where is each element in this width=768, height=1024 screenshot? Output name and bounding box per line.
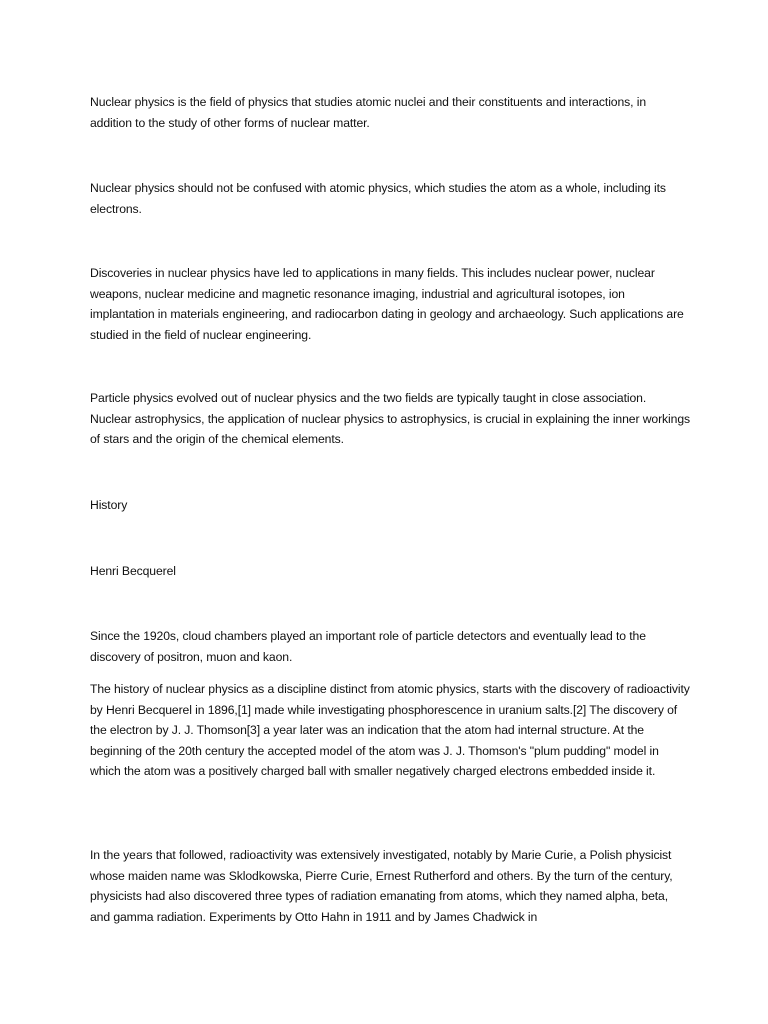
paragraph-radioactivity: In the years that followed, radioactivity was extensively investigated, notably by Marie Curie, a Polish physicist whose maiden name was Sklodkowska, Pierre Curie, Ernest Rutherford and others. By the turn of the century, physicists had also discovered three types of radiation emanating from atoms, which they named alpha, beta, and gamma radiation. Experiments by Otto Hahn in 1911 and by James Chadwick in [90, 848, 673, 924]
paragraph-history: The history of nuclear physics as a discipline distinct from atomic physics, starts with the discovery of radioactivity by Henri Becquerel in 1896,[1] made while investigating phosphorescence in uranium salts.[2] The discovery of the electron by J. J. Thomson[3] a year later was an indication that the atom had internal structure. At the beginning of the 20th century the accepted model of the atom was J. J. Thomson's "plum pudding" model in which the atom was a positively charged ball with smaller negatively charged electrons embedded inside it. [90, 682, 690, 779]
paragraph-intro: Nuclear physics is the field of physics that studies atomic nuclei and their constituents and interactions, in addition to the study of other forms of nuclear matter. [90, 95, 647, 130]
section-heading-history: History [90, 498, 128, 512]
section-heading-henri-becquerel: Henri Becquerel [90, 564, 176, 578]
paragraph-atomic-physics: Nuclear physics should not be confused with atomic physics, which studies the atom as a whole, including its electrons. [90, 181, 666, 216]
paragraph-applications: Discoveries in nuclear physics have led to applications in many fields. This includes nuclear power, nuclear weapons, nuclear medicine and magnetic resonance imaging, industrial and agricultural isotopes, ion implantation in materials engineering, and radiocarbon dating in geology and archaeology. Such applications are studied in the field of nuclear engineering. [90, 266, 684, 342]
paragraph-cloud-chambers: Since the 1920s, cloud chambers played an important role of particle detectors and eventually lead to the discovery of positron, muon and kaon. [90, 629, 646, 664]
paragraph-particle-physics: Particle physics evolved out of nuclear physics and the two fields are typically taught in close association. Nuclear astrophysics, the application of nuclear physics to astrophysics, is crucial in explaining the inner workings of stars and the origin of the chemical elements. [90, 391, 691, 447]
